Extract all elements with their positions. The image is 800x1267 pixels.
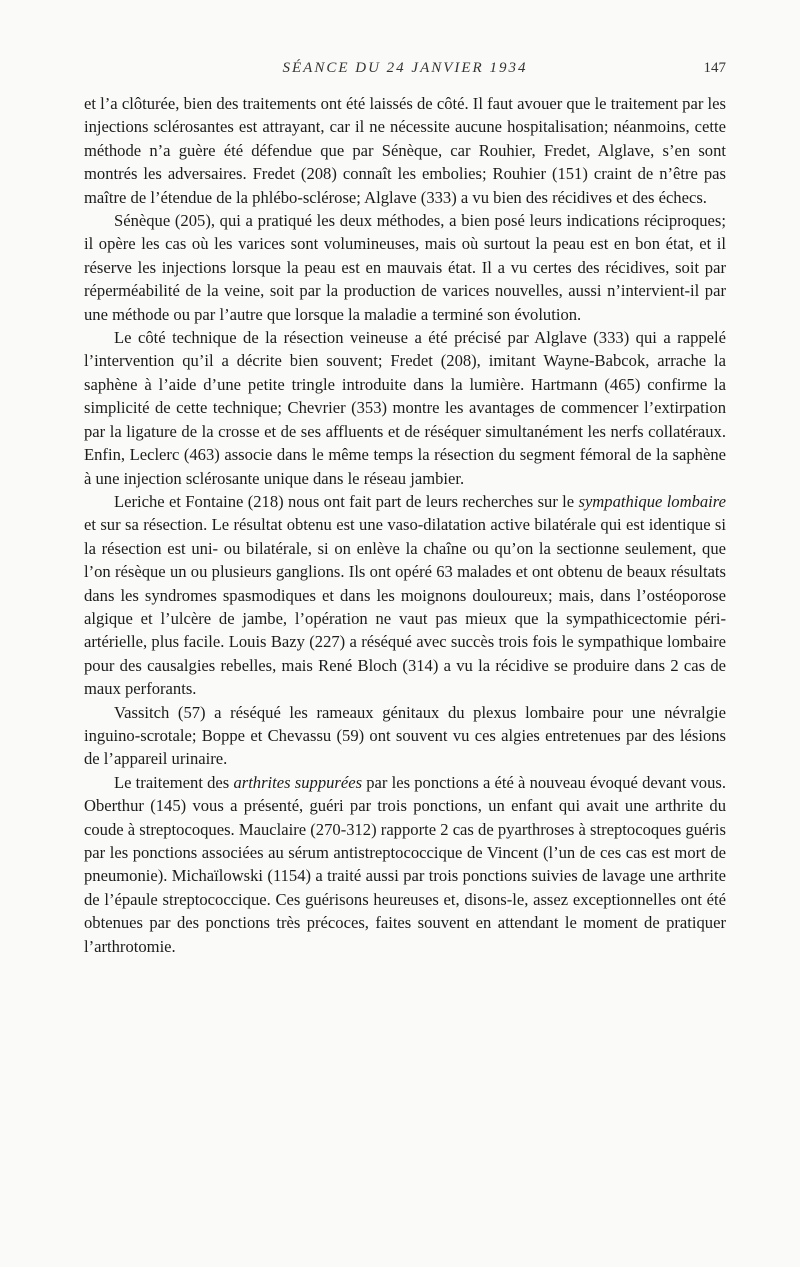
paragraph-text: Le traitement des: [114, 772, 234, 792]
paragraph-6: [84, 771, 726, 958]
paragraph-5: [84, 701, 726, 771]
paragraph-4: [84, 490, 726, 701]
paragraph-text: par les ponctions a été à nouveau évoqué devant vous. Oberthur (145) vous a présenté, guéri par trois ponctions, un enfant qui avait une arthrite du coude à streptocoques. Mauclaire (270-312) rapporte 2 cas de pyarthroses à streptocoques guéris par les ponctions associées au sérum antistreptococcique de Vincent (l’un de ces cas est mort de pneumonie). Michaïlowski (1154) a traité aussi par trois ponctions suivies de lavage une arthrite de l’épaule streptococcique. Ces guérisons heureuses et, disons-le, assez exceptionnelles ont été obtenues par des ponctions très précoces, faites souvent en attendant le moment de pratiquer l’arthrotomie.: [84, 772, 726, 956]
paragraph-3: [84, 326, 726, 490]
paragraph-text: Vassitch (57) a réséqué les rameaux génitaux du plexus lombaire pour une névralgie inguino-scrotale; Boppe et Chevassu (59) ont souvent vu ces algies entretenues par des lésions de l’appareil urinaire.: [84, 702, 726, 769]
body-text: [84, 92, 726, 958]
paragraph-2: [84, 209, 726, 326]
paragraph-text: et sur sa résection. Le résultat obtenu est une vaso-dilatation active bilatérale qui est identique si la résection est uni- ou bilatérale, si on enlève la chaîne ou qu’on la sectionne seulement, que l’on résèque un ou plusieurs ganglions. Ils ont opéré 63 malades et ont obtenu de beaux résultats dans les syndromes spasmodiques et dans les moignons douloureux; mais, dans l’ostéoporose algique et l’ulcère de jambe, l’opération ne vaut pas mieux que la sympathicectomie péri-artérielle, plus facile. Louis Bazy (227) a réséqué avec succès trois fois le sympathique lombaire pour des causalgies rebelles, mais René Bloch (314) a vu la récidive se produire dans 2 cas de maux perforants.: [84, 515, 726, 699]
paragraph-text: Le côté technique de la résection veineuse a été précisé par Alglave (333) qui a rappelé l’intervention qu’il a décrite bien souvent; Fredet (208), imitant Wayne-Babcok, arrache la saphène à l’aide d’une petite tringle introduite dans la lumière. Hartmann (465) confirme la simplicité de cette technique; Chevrier (353) montre les avantages de commencer l’extirpation par la ligature de la crosse et de ses affluents et de réséquer simultanément les nerfs collatéraux. Enfin, Leclerc (463) associe dans le même temps la résection du segment fémoral de la saphène à une injection sclérosante unique dans le réseau jambier.: [84, 328, 726, 488]
paragraph-text: et l’a clôturée, bien des traitements ont été laissés de côté. Il faut avouer que le traitement par les injections sclérosantes est attrayant, car il ne nécessite aucune hospitalisation; néanmoins, cette méthode n’a guère été défendue que par Sénèque, car Rouhier, Fredet, Alglave, s’en sont montrés les adversaires. Fredet (208) connaît les embolies; Rouhier (151) craint de n’être pas maître de l’étendue de la phlébo-sclérose; Alglave (333) a vu bien des récidives et des échecs.: [84, 94, 726, 207]
italic-term: sympathique lombaire: [578, 491, 726, 511]
page-header: [84, 60, 726, 84]
paragraph-text: Leriche et Fontaine (218) nous ont fait part de leurs recherches sur le: [114, 491, 579, 511]
paragraph-1: [84, 92, 726, 209]
paragraph-text: Sénèque (205), qui a pratiqué les deux méthodes, a bien posé leurs indications réciproques; il opère les cas où les varices sont volumineuses, mais où surtout la peau est en bon état, et il réserve les injections lorsque la peau est en mauvais état. Il a vu certes des récidives, soit par réperméabilité de la veine, soit par la production de varices nouvelles, aussi n’intervient-il par une méthode ou par l’autre que lorsque la maladie a terminé son évolution.: [84, 211, 726, 324]
page-number: 147: [703, 60, 726, 76]
running-title: SÉANCE DU 24 JANVIER 1934: [282, 60, 528, 76]
italic-term: arthrites suppurées: [233, 772, 363, 792]
